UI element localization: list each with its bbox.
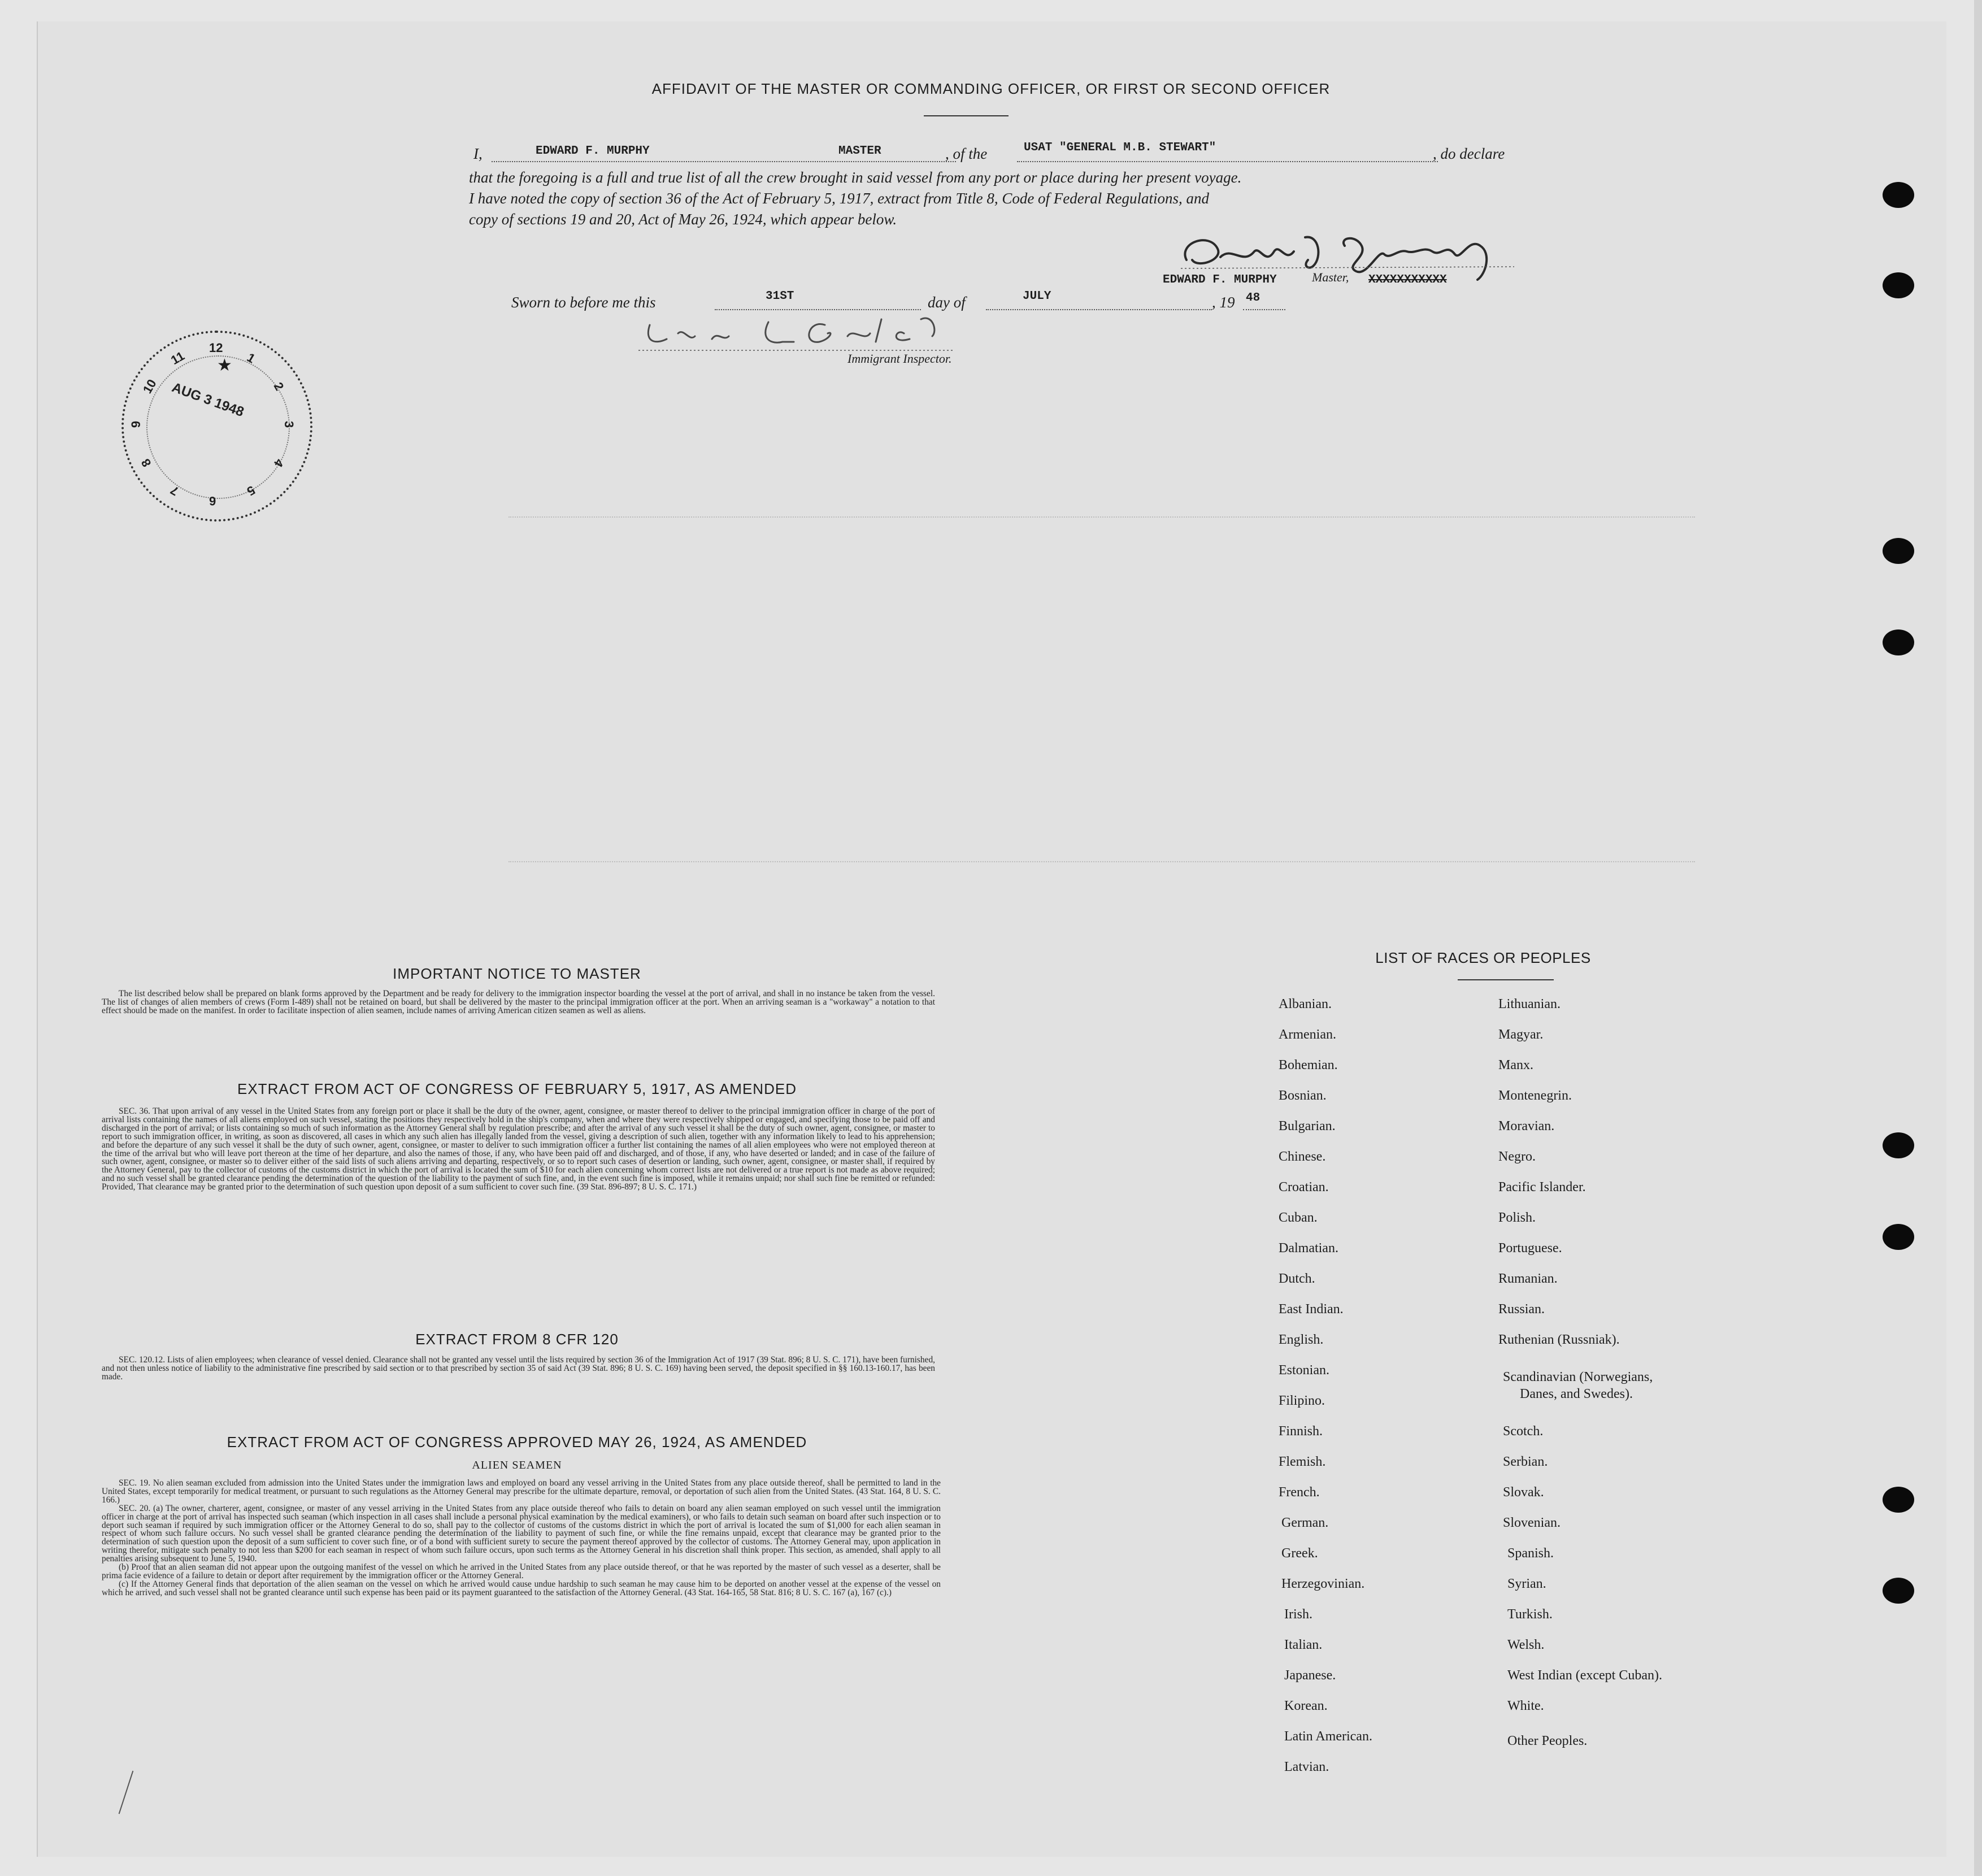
i-label: I, [473, 145, 483, 162]
affidavit-title: AFFIDAVIT OF THE MASTER OR COMMANDING OFFICER, OR FIRST OR SECOND OFFICER [651, 80, 1331, 97]
title-rule [924, 115, 1009, 116]
race-item: Japanese. [1284, 1668, 1336, 1683]
race-item: Bohemian. [1279, 1058, 1338, 1072]
race-item: Serbian. [1503, 1454, 1548, 1469]
race-item: East Indian. [1279, 1302, 1344, 1317]
binder-hole [1883, 1224, 1914, 1250]
race-item: Negro. [1498, 1149, 1536, 1164]
notice-body [102, 990, 935, 1015]
signer-typed-name: EDWARD F. MURPHY [1163, 273, 1277, 286]
stamp-inner-ring [146, 355, 290, 499]
extract-1917-title: EXTRACT FROM ACT OF CONGRESS OF FEBRUARY 5, 1917, AS AMENDED [237, 1080, 797, 1097]
do-declare-label: , do declare [1433, 145, 1505, 162]
declaration-line-2: that the foregoing is a full and true list of all the crew brought in said vessel from any port or place during her present voyage. [469, 169, 1242, 186]
race-item: Albanian. [1279, 997, 1332, 1011]
extract-1924-title: EXTRACT FROM ACT OF CONGRESS APPROVED MAY 26, 1924, AS AMENDED [227, 1434, 807, 1451]
declaration-line-3: I have noted the copy of section 36 of the Act of February 5, 1917, extract from Title 8, Code of Federal Regulations, and [469, 190, 1210, 207]
day-of-label: day of [928, 294, 966, 311]
vessel-name: USAT "GENERAL M.B. STEWART" [1024, 141, 1216, 154]
notice-paragraph: The list described below shall be prepared on blank forms approved by the Department and be ready for delivery to the immigration inspector boarding the vessel at the port of arrival, and shall in no instance be taken from the vessel. The list of changes of alien members of crews (Form I-489) shall not be retained on board, but shall be delivered by the master to the principal immigration officer at the port. When an arriving seaman is a "workaway" a notation to that effect should be made on the manifest. In order to facilitate inspection of alien seamen, include names of arriving American citizen seamen as well as aliens. [102, 989, 935, 1015]
year-prefix: , 19 [1212, 294, 1235, 311]
month-underline [986, 309, 1212, 310]
stamp-ring-number: 4 [271, 456, 287, 470]
race-item: English. [1279, 1332, 1324, 1347]
stamp-ring-number: 8 [138, 456, 154, 470]
race-item: Moravian. [1498, 1119, 1555, 1134]
sec-36-paragraph: SEC. 36. That upon arrival of any vessel in the United States from any foreign port or place it shall be the duty of the owner, agent, consignee, or master thereof to deliver to the principal immigration officer in charge of the port of arrival lists containing the names of all aliens employed on such vessel, stating the positions they respectively hold in the ship's company, when and where they were respectively shipped or engaged, and specifying those to be paid off and discharged in the port of arrival; or lists containing so much of such information as the Attorney General shall by regulation prescribe; and after the arrival of any such vessel it shall be the duty of such owner, agent, consignee, or master to report to such immigration officer, in writing, as soon as discovered, all cases in which any such alien has illegally landed from the vessel, giving a description of such alien, together with any information likely to lead to his apprehension; and before the departure of any such vessel it shall be the duty of such owner, agent, consignee, or master to deliver to such immigration officer a further list containing the names of all alien employees who were not employed thereon at the time of the arrival but who will leave port thereon at the time of her departure, and also the names of those, if any, who have been paid off and discharged, and of those, if any, who have deserted or landed; and in case of the failure of such owner, agent, consignee, or master so to deliver either of the said lists of such aliens arriving and departing, respectively, or so to report such cases of desertion or landing, such owner, agent, consignee, or master shall, if required by the Attorney General, pay to the collector of customs of the customs district in which the port of arrival is located the sum of $10 for each alien concerning whom correct lists are not delivered or a true report is not made as above required; and no such vessel shall be granted clearance pending the determination of the question of the liability to the payment of such fine, and, in the event such fine is imposed, while it remains unpaid; nor shall such fine be remitted or refunded: Provided, That clearance may be granted prior to the determination of such question upon deposit of a sum sufficient to cover such fine. (39 Stat. 896-897; 8 U. S. C. 171.) [102, 1106, 935, 1192]
inspector-label: Immigrant Inspector. [847, 351, 952, 366]
officer-name: EDWARD F. MURPHY [536, 145, 650, 158]
race-item: Scandinavian (Norwegians, [1503, 1370, 1653, 1384]
races-title-rule [1458, 979, 1554, 980]
inspector-signature [638, 314, 955, 353]
stamp-ring-number: 5 [244, 483, 258, 499]
binder-hole [1883, 1578, 1914, 1604]
race-item: Korean. [1284, 1699, 1328, 1713]
race-item: Bulgarian. [1279, 1119, 1336, 1134]
race-item: Irish. [1284, 1607, 1312, 1622]
cfr-120-body [102, 1356, 935, 1382]
race-item: Russian. [1498, 1302, 1545, 1317]
extract-1924-body [102, 1479, 941, 1597]
day-underline [715, 309, 921, 310]
race-item: Polish. [1498, 1210, 1536, 1225]
sec-20a-paragraph: SEC. 20. (a) The owner, charterer, agent, consignee, or master of any vessel arriving in the United States from any place outside thereof who fails to detain on board any alien seaman employed on such vessel until the immigration officer in charge at the port of arrival has inspected such seaman (which inspection in all cases shall include a personal physical examination by the medical examiners), or who fails to detain such seaman on board after such inspection or to deport such seaman if required by such immigration officer or the Attorney General to do so, shall pay to the collector of customs of the customs district in which the port of arrival is located the sum of $1,000 for each alien seaman in respect of whom such failure occurs. No such vessel shall be granted clearance pending the determination of the liability to payment of such fine, or while the fine remains unpaid, except that clearance may be granted prior to the determination of such question upon the deposit of a sum sufficient to cover such fine, or of a bond with sufficient surety to secure the payment thereof approved by the collector of customs. The Attorney General may, upon application in writing therefor, mitigate such penalty to not less than $200 for each seaman in respect of whom such failure occurs, upon such terms as the Attorney General in his discretion shall think proper. This section, as amended, shall apply to all penalties arising subsequent to June 5, 1940. [102, 1503, 941, 1564]
race-item: Cuban. [1279, 1210, 1318, 1225]
notice-title: IMPORTANT NOTICE TO MASTER [393, 965, 641, 982]
race-item: West Indian (except Cuban). [1507, 1668, 1662, 1683]
bleed-through-row [508, 859, 1695, 862]
binder-hole [1883, 272, 1914, 298]
race-item: Welsh. [1507, 1638, 1545, 1652]
race-item: Montenegrin. [1498, 1088, 1572, 1103]
race-item: Magyar. [1498, 1027, 1544, 1042]
officer-rank: MASTER [838, 145, 881, 158]
race-item: Croatian. [1279, 1180, 1329, 1195]
race-item: Greek. [1281, 1546, 1318, 1561]
date-stamp [121, 331, 312, 522]
race-item: Rumanian. [1498, 1271, 1558, 1286]
race-item: Italian. [1284, 1638, 1323, 1652]
binder-hole [1883, 1487, 1914, 1513]
race-item: Manx. [1498, 1058, 1533, 1072]
stamp-ring-number: 3 [282, 420, 297, 428]
sec-120-12-paragraph: SEC. 120.12. Lists of alien employees; when clearance of vessel denied. Clearance shall not be granted any vessel until the lists required by section 36 of the Immigration Act of 1917 (39 Stat. 896; 8 U. S. C. 171), have been furnished, and not then unless notice of liability to the administrative fine prescribed by said section or to that prescribed by section 35 of said Act (39 Stat. 896; 8 U. S. C. 169) having been served, the deposit specified in §§ 160.13-160.17, has been made. [102, 1355, 935, 1382]
binder-hole [1883, 629, 1914, 655]
race-item: Dutch. [1279, 1271, 1315, 1286]
race-item: Bosnian. [1279, 1088, 1327, 1103]
stamp-date: AUG 3 1948 [169, 380, 246, 420]
alien-seamen-subtitle: ALIEN SEAMEN [472, 1459, 562, 1471]
year-suffix: 48 [1246, 292, 1261, 305]
race-item: Chinese. [1279, 1149, 1326, 1164]
bleed-through-row [508, 514, 1695, 518]
stamp-ring-number: 1 [244, 350, 258, 366]
star-icon: ★ [217, 356, 232, 375]
sec-19-paragraph: SEC. 19. No alien seaman excluded from admission into the United States under the immigration laws and employed on board any vessel arriving in the United States from any place outside thereof, shall be permitted to land in the United States, except temporarily for medical treatment, or pursuant to such regulations as the Attorney General may prescribe for the ultimate departure, removal, or deportation of such alien from the United States. (43 Stat. 164, 8 U. S. C. 166.) [102, 1478, 941, 1505]
binder-hole [1883, 182, 1914, 208]
master-label: Master, [1312, 270, 1349, 284]
of-the-label: , of the [945, 145, 988, 162]
sec-20b-paragraph: (b) Proof that an alien seaman did not appear upon the outgoing manifest of the vessel on which he arrived in the United States from any place outside thereof, or that he was reported by the master of such vessel as a deserter, shall be prima facie evidence of a failure to detain or deport after requirement by the immigration officer or the Attorney General. [102, 1562, 941, 1580]
stamp-ring-number: 9 [129, 420, 144, 428]
race-item: Danes, and Swedes). [1520, 1387, 1633, 1401]
binder-hole [1883, 1132, 1914, 1158]
race-item: Dalmatian. [1279, 1241, 1338, 1256]
race-item: Spanish. [1507, 1546, 1554, 1561]
officer-underline [492, 161, 956, 162]
year-underline [1243, 309, 1285, 310]
declaration-line-4: copy of sections 19 and 20, Act of May 26, 1924, which appear below. [469, 211, 897, 228]
race-item: Syrian. [1507, 1577, 1546, 1591]
race-item: Slovak. [1503, 1485, 1544, 1500]
sworn-month: JULY [1023, 290, 1051, 303]
extract-1917-body [102, 1108, 935, 1192]
race-item: Flemish. [1279, 1454, 1326, 1469]
race-item: Finnish. [1279, 1424, 1323, 1439]
sworn-label: Sworn to before me this [511, 294, 656, 311]
vessel-underline [1017, 161, 1438, 162]
race-item: Armenian. [1279, 1027, 1336, 1042]
struck-out-text: XXXXXXXXXXX [1368, 273, 1447, 286]
race-item: Ruthenian (Russniak). [1498, 1332, 1620, 1347]
stamp-ring-number: 12 [209, 341, 223, 355]
stamp-ring-number: 10 [140, 376, 159, 396]
stamp-ring-number: 2 [271, 379, 287, 393]
race-item: Herzegovinian. [1281, 1577, 1365, 1591]
cfr-120-title: EXTRACT FROM 8 CFR 120 [415, 1331, 619, 1348]
race-item: Other Peoples. [1507, 1734, 1588, 1748]
races-title: LIST OF RACES OR PEOPLES [1375, 949, 1591, 966]
sec-20c-paragraph: (c) If the Attorney General finds that deportation of the alien seaman on the vessel on which he arrived would cause undue hardship to such seaman he may cause him to be deported on another vessel at the expense of the vessel on which he arrived, and such vessel shall not be granted clearance until such expense has been paid or its payment guaranteed to the satisfaction of the Attorney General. (43 Stat. 164-165, 58 Stat. 816; 8 U. S. C. 167 (a), 167 (c).) [102, 1579, 941, 1597]
sworn-day: 31ST [766, 290, 794, 303]
race-item: German. [1281, 1515, 1329, 1530]
race-item: Scotch. [1503, 1424, 1544, 1439]
race-item: Pacific Islander. [1498, 1180, 1586, 1195]
race-item: White. [1507, 1699, 1544, 1713]
race-item: Turkish. [1507, 1607, 1553, 1622]
race-item: Latvian. [1284, 1760, 1329, 1774]
race-item: Lithuanian. [1498, 997, 1561, 1011]
stamp-ring-number: 11 [168, 349, 187, 368]
binder-hole [1883, 538, 1914, 564]
stamp-ring-number: 7 [167, 483, 181, 499]
race-item: Estonian. [1279, 1363, 1329, 1378]
stamp-ring-number: 6 [209, 494, 216, 508]
race-item: Latin American. [1284, 1729, 1372, 1744]
race-item: Portuguese. [1498, 1241, 1562, 1256]
race-item: Filipino. [1279, 1393, 1325, 1408]
page-edge [1974, 0, 1982, 1876]
race-item: French. [1279, 1485, 1320, 1500]
race-item: Slovenian. [1503, 1515, 1561, 1530]
